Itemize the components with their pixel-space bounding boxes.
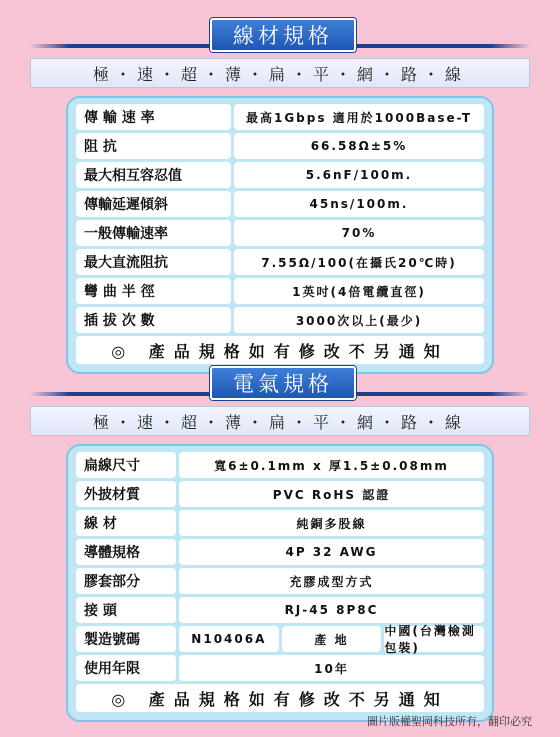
spec-row: [76, 133, 484, 159]
spec-value: 5.6nF/100m.: [234, 162, 484, 188]
section-header: [0, 366, 560, 398]
spec-row: [76, 104, 484, 130]
spec-row: [76, 655, 484, 681]
spec-label: 最大直流阻抗: [76, 249, 231, 275]
spec-sub-label: 產 地: [282, 626, 382, 652]
spec-row: [76, 597, 484, 623]
spec-value: 純銅多股線: [179, 510, 484, 536]
spec-table: [66, 444, 494, 722]
spec-value: 3000次以上(最少): [234, 307, 484, 333]
spec-value: 1英吋(4倍電纜直徑): [234, 278, 484, 304]
spec-value: 最高1Gbps 適用於1000Base-T: [234, 104, 484, 130]
spec-label: 膠套部分: [76, 568, 176, 594]
spec-row: [76, 249, 484, 275]
spec-sub-value: 中國(台灣檢測包裝): [384, 626, 484, 652]
spec-row: [76, 568, 484, 594]
spec-row: [76, 191, 484, 217]
spec-value: 4P 32 AWG: [179, 539, 484, 565]
spec-row: [76, 539, 484, 565]
cable-spec-section: [0, 18, 560, 374]
spec-label: 一般傳輸速率: [76, 220, 231, 246]
notice-text: ◎ 產品規格如有修改不另通知: [76, 684, 484, 712]
spec-label: 線 材: [76, 510, 176, 536]
tagline: 極・速・超・薄・扁・平・網・路・線: [30, 406, 530, 436]
spec-label: 彎 曲 半 徑: [76, 278, 231, 304]
copyright-footer: 圖片版權聖岡科技所有，翻印必究: [367, 715, 532, 728]
spec-row: [76, 220, 484, 246]
spec-table: [66, 96, 494, 374]
spec-row: [76, 452, 484, 478]
section-title: 線材規格: [210, 18, 356, 52]
spec-value: 10年: [179, 655, 484, 681]
spec-label: 最大相互容忍值: [76, 162, 231, 188]
split-cells: [179, 624, 484, 655]
spec-value: PVC RoHS 認證: [179, 481, 484, 507]
spec-label: 接 頭: [76, 597, 176, 623]
spec-value: 45ns/100m.: [234, 191, 484, 217]
spec-value: 7.55Ω/100(在攝氏20℃時): [234, 249, 484, 275]
spec-row: [76, 510, 484, 536]
section-title: 電氣規格: [210, 366, 356, 400]
spec-row: [76, 481, 484, 507]
spec-label: 扁線尺寸: [76, 452, 176, 478]
spec-value: 70%: [234, 220, 484, 246]
spec-label: 阻 抗: [76, 133, 231, 159]
spec-value: 充膠成型方式: [179, 568, 484, 594]
spec-value: RJ-45 8P8C: [179, 597, 484, 623]
spec-value: 66.58Ω±5%: [234, 133, 484, 159]
spec-label: 外披材質: [76, 481, 176, 507]
spec-row: [76, 624, 484, 655]
spec-label: 導體規格: [76, 539, 176, 565]
section-header: [0, 18, 560, 50]
spec-row: [76, 278, 484, 304]
spec-label: 製造號碼: [76, 626, 176, 652]
spec-label: 傳 輸 速 率: [76, 104, 231, 130]
spec-value: N10406A: [179, 626, 279, 652]
spec-row: [76, 307, 484, 333]
notice-text: ◎ 產品規格如有修改不另通知: [76, 336, 484, 364]
spec-label: 插 拔 次 數: [76, 307, 231, 333]
spec-label: 使用年限: [76, 655, 176, 681]
spec-label: 傳輸延遲傾斜: [76, 191, 231, 217]
spec-row: [76, 162, 484, 188]
electrical-spec-section: [0, 366, 560, 722]
tagline: 極・速・超・薄・扁・平・網・路・線: [30, 58, 530, 88]
spec-value: 寬6±0.1mm x 厚1.5±0.08mm: [179, 452, 484, 478]
